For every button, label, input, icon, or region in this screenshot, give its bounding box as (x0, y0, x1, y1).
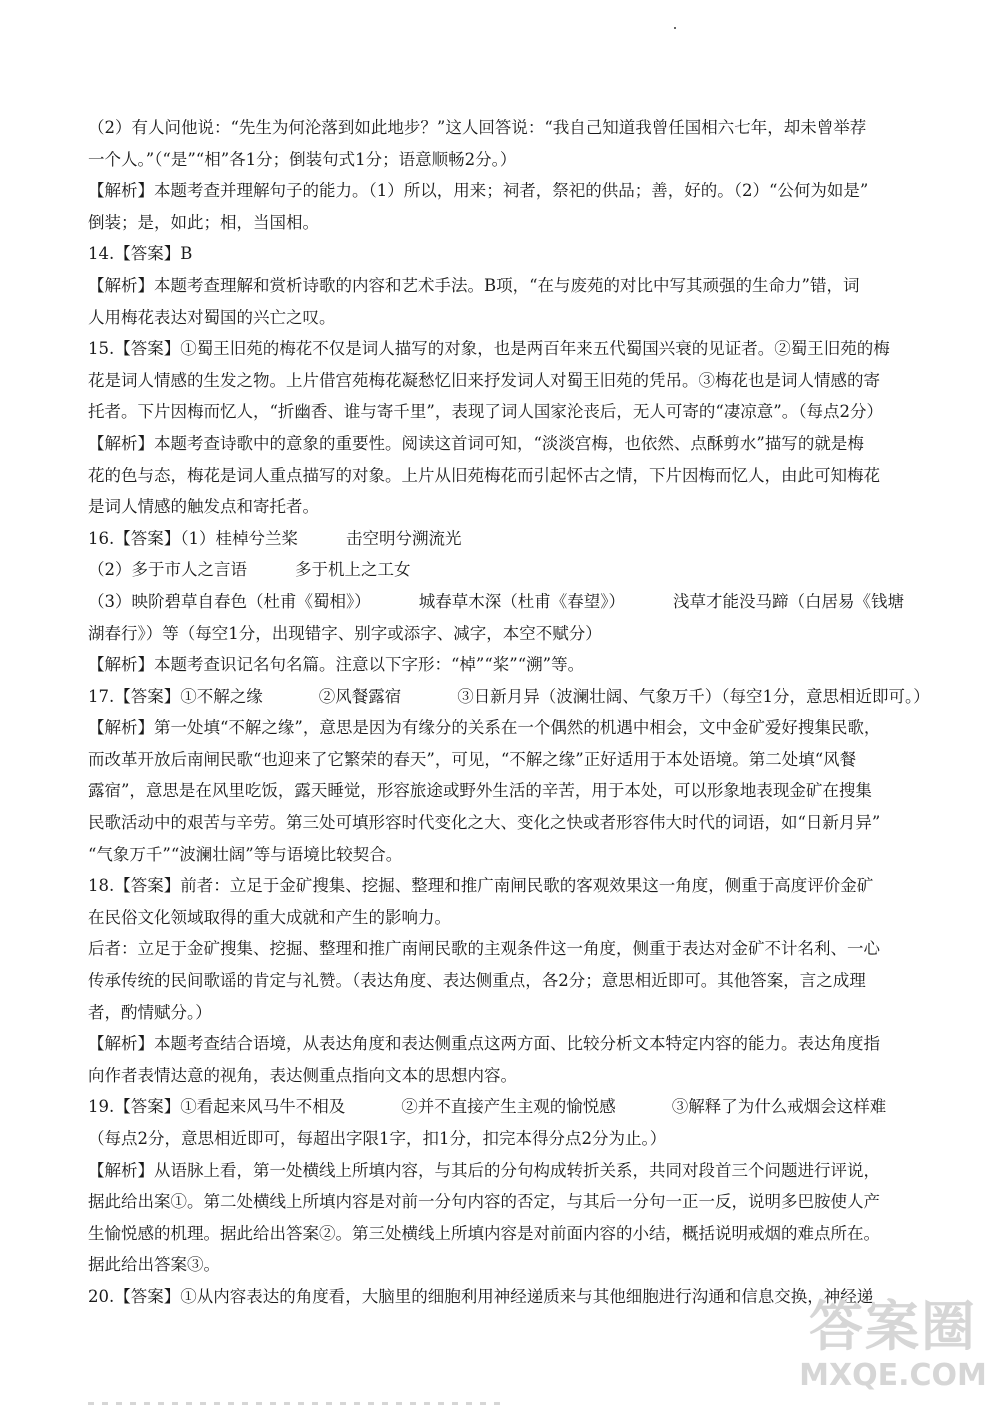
text-line: 花的色与态，梅花是词人重点描写的对象。上片从旧苑梅花而引起怀古之情，下片因梅而忆人，由此可知梅花 (88, 465, 880, 485)
q16-answer-line-1 (88, 523, 918, 555)
text-line: 是词人情感的触发点和寄托者。 (88, 497, 319, 517)
watermark-logo-text: 答案圈 (809, 1295, 977, 1358)
q16-answer-2a: （2）多于市人之言语 (88, 560, 247, 580)
q16-answer-line-2 (88, 554, 918, 586)
text-line: 据此给出案①。第二处横线上所填内容是对前一分句内容的否定，与其后一分句一正一反，说明多巴胺使人产 (88, 1192, 880, 1212)
watermark-site-text: MXQE.COM (799, 1358, 987, 1393)
q17-answer-line (88, 681, 930, 713)
text-line: 【解析】本题考查诗歌中的意象的重要性。阅读这首词可知，“淡淡宫梅，也依然、点酥剪水”描写的就是梅 (88, 433, 864, 453)
scan-artifact (88, 1402, 508, 1405)
text-line: 向作者表情达意的视角，表达侧重点指向文本的思想内容。 (88, 1065, 517, 1085)
text-line: 【解析】本题考查理解和赏析诗歌的内容和艺术手法。B项，“在与废苑的对比中写其顽强的生命力”错，词 (88, 275, 860, 295)
q16-answer-1b: 击空明兮溯流光 (346, 528, 462, 548)
text-line: 【解析】从语脉上看，第一处横线上所填内容，与其后的分句构成转折关系，共同对段首三个问题进行评说， (88, 1160, 880, 1180)
q16-answer-3a: （3）映阶碧草自春色（杜甫《蜀相》） (88, 591, 371, 611)
text-line: 【解析】第一处填“不解之缘”，意思是因为有缘分的关系在一个偶然的机遇中相会，文中金矿爱好搜集民歌， (88, 718, 881, 738)
q19-answer-a: 19.【答案】①看起来风马牛不相及 (88, 1097, 346, 1117)
q19-answer-line (88, 1091, 918, 1123)
text-line: 18.【答案】前者：立足于金矿搜集、挖掘、整理和推广南闸民歌的客观效果这一角度，侧重于高度评价金矿 (88, 876, 874, 896)
text-line: 据此给出答案③。 (88, 1255, 220, 1275)
q19-answer-b: ②并不直接产生主观的愉悦感 (401, 1097, 616, 1117)
q16-answer-3c: 浅草才能没马蹄（白居易《钱塘 (673, 591, 904, 611)
text-line: 15.【答案】①蜀王旧苑的梅花不仅是词人描写的对象，也是两百年来五代蜀国兴衰的见证者。②蜀王旧苑的梅 (88, 339, 890, 359)
q17-answer-b: ②风餐露宿 (318, 686, 402, 706)
text-line: 在民俗文化领域取得的重大成就和产生的影响力。 (88, 907, 451, 927)
text-line: 一个人。”（“是”“相”各1分；倒装句式1分；语意顺畅2分。） (88, 149, 517, 169)
text-line: 生愉悦感的机理。据此给出答案②。第三处横线上所填内容是对前面内容的小结，概括说明戒烟的难点所在。 (88, 1223, 880, 1243)
text-line: “气象万千”“波澜壮阔”等与语境比较契合。 (88, 844, 403, 864)
text-line: 民歌活动中的艰苦与辛劳。第三处可填形容时代变化之大、变化之快或者形容伟大时代的词语，如“日新月异” (88, 813, 881, 833)
text-line: 【解析】本题考查结合语境，从表达角度和表达侧重点这两方面、比较分析文本特定内容的能力。表达角度指 (88, 1034, 880, 1054)
q16-answer-2b: 多于机上之工女 (295, 560, 411, 580)
text-line: （2）有人问他说：“先生为何沦落到如此地步？”这人回答说：“我自己知道我曾任国相六七年，却未曾举荐 (88, 118, 867, 137)
text-line: 倒装；是，如此；相，当国相。 (88, 212, 319, 232)
text-line: 14.【答案】B (88, 244, 193, 264)
text-line: 后者：立足于金矿搜集、挖掘、整理和推广南闸民歌的主观条件这一角度，侧重于表达对金矿不计名利、一心 (88, 939, 880, 959)
q17-answer-c: ③日新月异（波澜壮阔、气象万千）（每空1分，意思相近即可。） (457, 686, 930, 706)
text-line: 湖春行》）等（每空1分，出现错字、别字或添字、减字，本空不赋分） (88, 623, 602, 643)
text-line: 【解析】本题考查并理解句子的能力。（1）所以，用来；祠者，祭祀的供品；善，好的。（2）“公何为如是” (88, 181, 869, 201)
text-line: （每点2分，意思相近即可，每超出字限1字，扣1分，扣完本得分点2分为止。） (88, 1129, 667, 1148)
text-line: 而改革开放后南闸民歌“也迎来了它繁荣的春天”，可见，“不解之缘”正好适用于本处语境。第二处填“风餐 (88, 749, 857, 769)
q16-answer-3b: 城春草木深（杜甫《春望》） (418, 591, 625, 611)
text-line: 传承传统的民间歌谣的肯定与礼赞。（表达角度、表达侧重点，各2分；意思相近即可。其他答案，言之成理 (88, 971, 866, 991)
text-line: 20.【答案】①从内容表达的角度看，大脑里的细胞利用神经递质来与其他细胞进行沟通和信息交换，神经递 (88, 1286, 874, 1306)
text-line: 露宿”，意思是在风里吃饭，露天睡觉，形容旅途或野外生活的辛苦，用于本处，可以形象地表现金矿在搜集 (88, 781, 872, 801)
document-page (88, 112, 930, 1313)
q17-answer-a: 17.【答案】①不解之缘 (88, 686, 263, 706)
q16-analysis: 【解析】本题考查识记名句名篇。注意以下字形：“棹”“桨”“溯”等。 (88, 655, 585, 675)
text-line: 人用梅花表达对蜀国的兴亡之叹。 (88, 307, 336, 327)
watermark-logo (798, 1296, 988, 1406)
q19-answer-c: ③解释了为什么戒烟会这样难 (671, 1097, 887, 1117)
scan-dot (674, 27, 676, 29)
text-line: 花是词人情感的生发之物。上片借宫苑梅花凝愁忆旧来抒发词人对蜀王旧苑的凭吊。③梅花也是词人情感的寄 (88, 370, 880, 390)
q16-answer-line-3 (88, 586, 918, 618)
text-line: 者，酌情赋分。） (88, 1002, 212, 1022)
text-line: 托者。下片因梅而忆人，“折幽香、谁与寄千里”，表现了词人国家沦丧后，无人可寄的“凄凉意”。（每点2分） (88, 402, 883, 422)
q16-answer-1a: 16.【答案】（1）桂棹兮兰桨 (88, 528, 298, 548)
